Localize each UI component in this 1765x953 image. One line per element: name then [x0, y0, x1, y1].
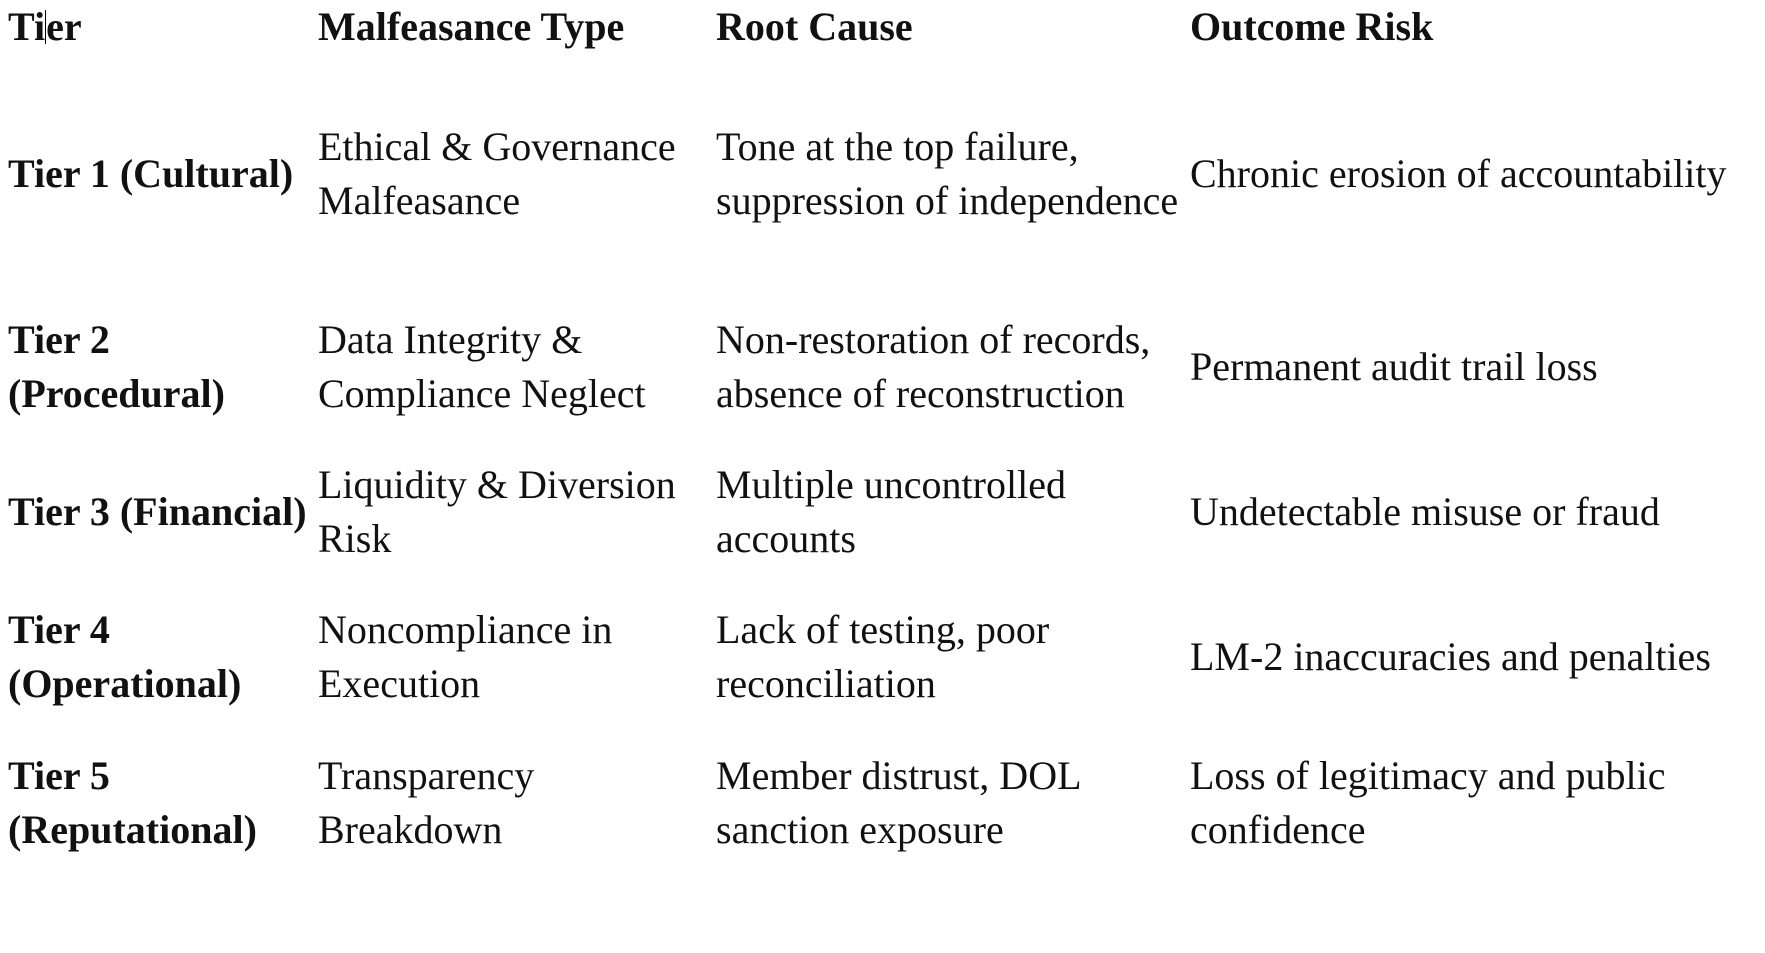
- header-outcome-risk: Outcome Risk: [1190, 4, 1434, 49]
- cell-tier: Tier 5 (Reputational): [8, 753, 257, 852]
- cell-root-cause: Multiple uncontrolled accounts: [716, 461, 1066, 561]
- header-tier-part-2: er: [46, 4, 82, 49]
- table-row: [0, 729, 1765, 877]
- cell-outcome-risk: Loss of legitimacy and public confidence: [1190, 753, 1666, 852]
- cell-malfeasance-type: Liquidity & Diversion Risk: [318, 461, 676, 561]
- cell-outcome-risk: Undetectable misuse or fraud: [1190, 488, 1660, 534]
- header-root-cause: Root Cause: [716, 4, 913, 49]
- table-row: [0, 294, 1765, 439]
- cell-tier: Tier 3 (Financial): [8, 488, 307, 534]
- header-tier: [0, 0, 310, 54]
- cell-outcome-risk: Permanent audit trail loss: [1190, 343, 1598, 389]
- cell-root-cause: Non-restoration of records, absence of reconstruction: [716, 316, 1151, 416]
- cell-malfeasance-type: Transparency Breakdown: [318, 753, 535, 852]
- cell-tier: Tier 4 (Operational): [8, 606, 242, 706]
- cell-outcome-risk: LM-2 inaccuracies and penalties: [1190, 633, 1711, 679]
- table-row: [0, 584, 1765, 729]
- cell-malfeasance-type: Ethical & Governance Malfeasance: [318, 124, 676, 223]
- cell-tier: Tier 1 (Cultural): [8, 151, 294, 196]
- cell-malfeasance-type: Noncompliance in Execution: [318, 606, 613, 706]
- cell-root-cause: Tone at the top failure, suppression of independence: [716, 124, 1179, 223]
- header-malfeasance-type: Malfeasance Type: [318, 4, 625, 49]
- table-row: [0, 54, 1765, 294]
- table-header-row: [0, 0, 1765, 54]
- cell-outcome-risk: Chronic erosion of accountability: [1190, 151, 1727, 196]
- header-tier-part-1: Ti: [8, 4, 46, 49]
- cell-malfeasance-type: Data Integrity & Compliance Neglect: [318, 316, 646, 416]
- cell-tier: Tier 2 (Procedural): [8, 316, 225, 416]
- cell-root-cause: Member distrust, DOL sanction exposure: [716, 753, 1081, 852]
- cell-root-cause: Lack of testing, poor reconciliation: [716, 606, 1050, 706]
- table-row: [0, 439, 1765, 584]
